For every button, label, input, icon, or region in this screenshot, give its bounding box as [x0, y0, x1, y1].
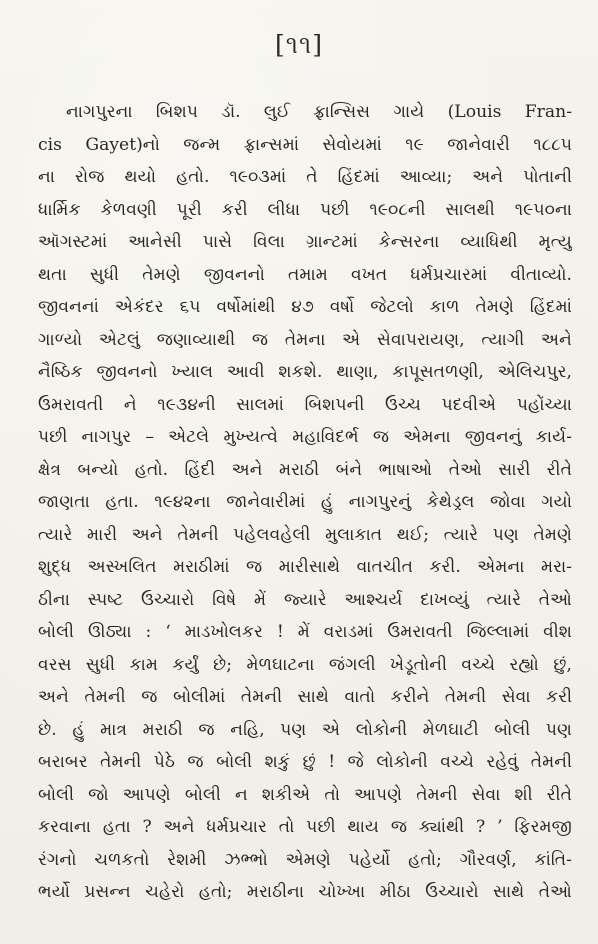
text-line: પછી નાગપુર – એટલે મુખ્યત્વે મહાવિદર્ભ જ એમના જીવનનું કાર્ય-	[38, 427, 572, 447]
text-line: ઠીના સ્પષ્ટ ઉચ્ચારો વિષે મેં જ્યારે આશ્ચર્ય દાખવ્યું ત્યારે તેઓ	[38, 589, 572, 610]
text-line: છે. હું માત્ર મરાઠી જ નહિ, પણ એ લોકોની મેળઘાટી બોલી પણ	[38, 719, 572, 740]
text-line: નૈષ્ઠિક જીવનનો ખ્યાલ આવી શકશે. થાણા, કાપૂસતળણી, એલિચપુર,	[38, 362, 572, 382]
text-line: ઑગસ્ટમાં આનેસી પાસે વિલા ગ્રાન્ટમાં કેન્સરના વ્યાધિથી મૃત્યુ	[38, 232, 572, 252]
text-line: ના રોજ થયો હતો. ૧૯૦૩માં તે હિંદમાં આવ્યા; અને પોતાની	[38, 167, 572, 187]
text-line: વરસ સુધી કામ કર્યું છે; મેળઘાટના જંગલી ખેડૂતોની વચ્ચે રહ્યો છું,	[38, 654, 572, 675]
text-line: બરાબર તેમની પેઠે જ બોલી શકું છું ! જે લોકોની વચ્ચે રહેવું તેમની	[38, 752, 572, 772]
text-line: cis Gayet)નો જન્મ ફ્રાન્સમાં સેવોયમાં ૧૯ જાનેવારી ૧૮૮૫	[38, 134, 572, 155]
text-line: રંગનો ચળકતો રેશમી ઝભ્ભો એમણે પહેર્યો હતો; ગૌરવર્ણ, કાંતિ-	[38, 849, 572, 870]
text-line: જાણતા હતા. ૧૯૪૨ના જાનેવારીમાં હું નાગપુરનું કેથેડ્રલ જોવા ગયો	[38, 492, 572, 512]
text-line: ભર્યો પ્રસન્ન ચહેરો હતો; મરાઠીના ચોખ્ખા મીઠા ઉચ્ચારો સાથે તેઓ	[38, 882, 572, 902]
text-line: ધાર્મિક કેળવણી પૂરી કરી લીધા પછી ૧૯૦૮ની સાલથી ૧૯૫૦ના	[38, 199, 572, 220]
text-line: નાગપુરના બિશપ ડૉ. લુઈ ફ્રાન્સિસ ગાયે (Louis Fran-	[66, 102, 572, 122]
text-line: ક્ષેત્ર બન્યો હતો. હિંદી અને મરાઠી બંને ભાષાઓ તેઓ સારી રીતે	[38, 459, 572, 480]
text-line: થતા સુધી તેમણે જીવનનો તમામ વખત ધર્મપ્રચારમાં વીતાવ્યો.	[38, 264, 572, 285]
text-line: ત્યારે મારી અને તેમની પહેલવહેલી મુલાકાત થઈ; ત્યારે પણ તેમણે	[38, 524, 572, 545]
text-line: અને તેમની જ બોલીમાં તેમની સાથે વાતો કરીને તેમની સેવા કરી	[38, 687, 572, 707]
body-text	[38, 96, 572, 909]
text-line: શુદ્ધ અસ્ખલિત મરાઠીમાં જ મારીસાથે વાતચીત કરી. એમના મરા-	[38, 557, 572, 577]
text-line: જીવનનાં એકંદર ૬૫ વર્ષોમાંથી ૪૭ વર્ષો જેટલો કાળ તેમણે હિંદમાં	[38, 297, 572, 317]
text-line: ઉમરાવતી ને ૧૯૩૪ની સાલમાં બિશપની ઉચ્ચ પદવીએ પહોંચ્યા	[38, 394, 572, 415]
text-line: કરવાના હતા ? અને ધર્મપ્રચાર તો પછી થાય જ ક્યાંથી ? ’ ફિરમજી	[38, 817, 572, 837]
page-number: [૧૧]	[274, 30, 323, 59]
text-line: ગાળ્યો એટલું જણાવ્યાથી જ તેમના એ સેવાપરાયણ, ત્યાગી અને	[38, 329, 572, 350]
text-line: બોલી જો આપણે બોલી ન શકીએ તો આપણે તેમની સેવા શી રીતે	[38, 784, 572, 805]
text-line: બોલી ઊઠ્યા : ‘ માડખોલકર ! મેં વરાડમાં ઉમરાવતી જિલ્લામાં વીશ	[38, 622, 572, 642]
